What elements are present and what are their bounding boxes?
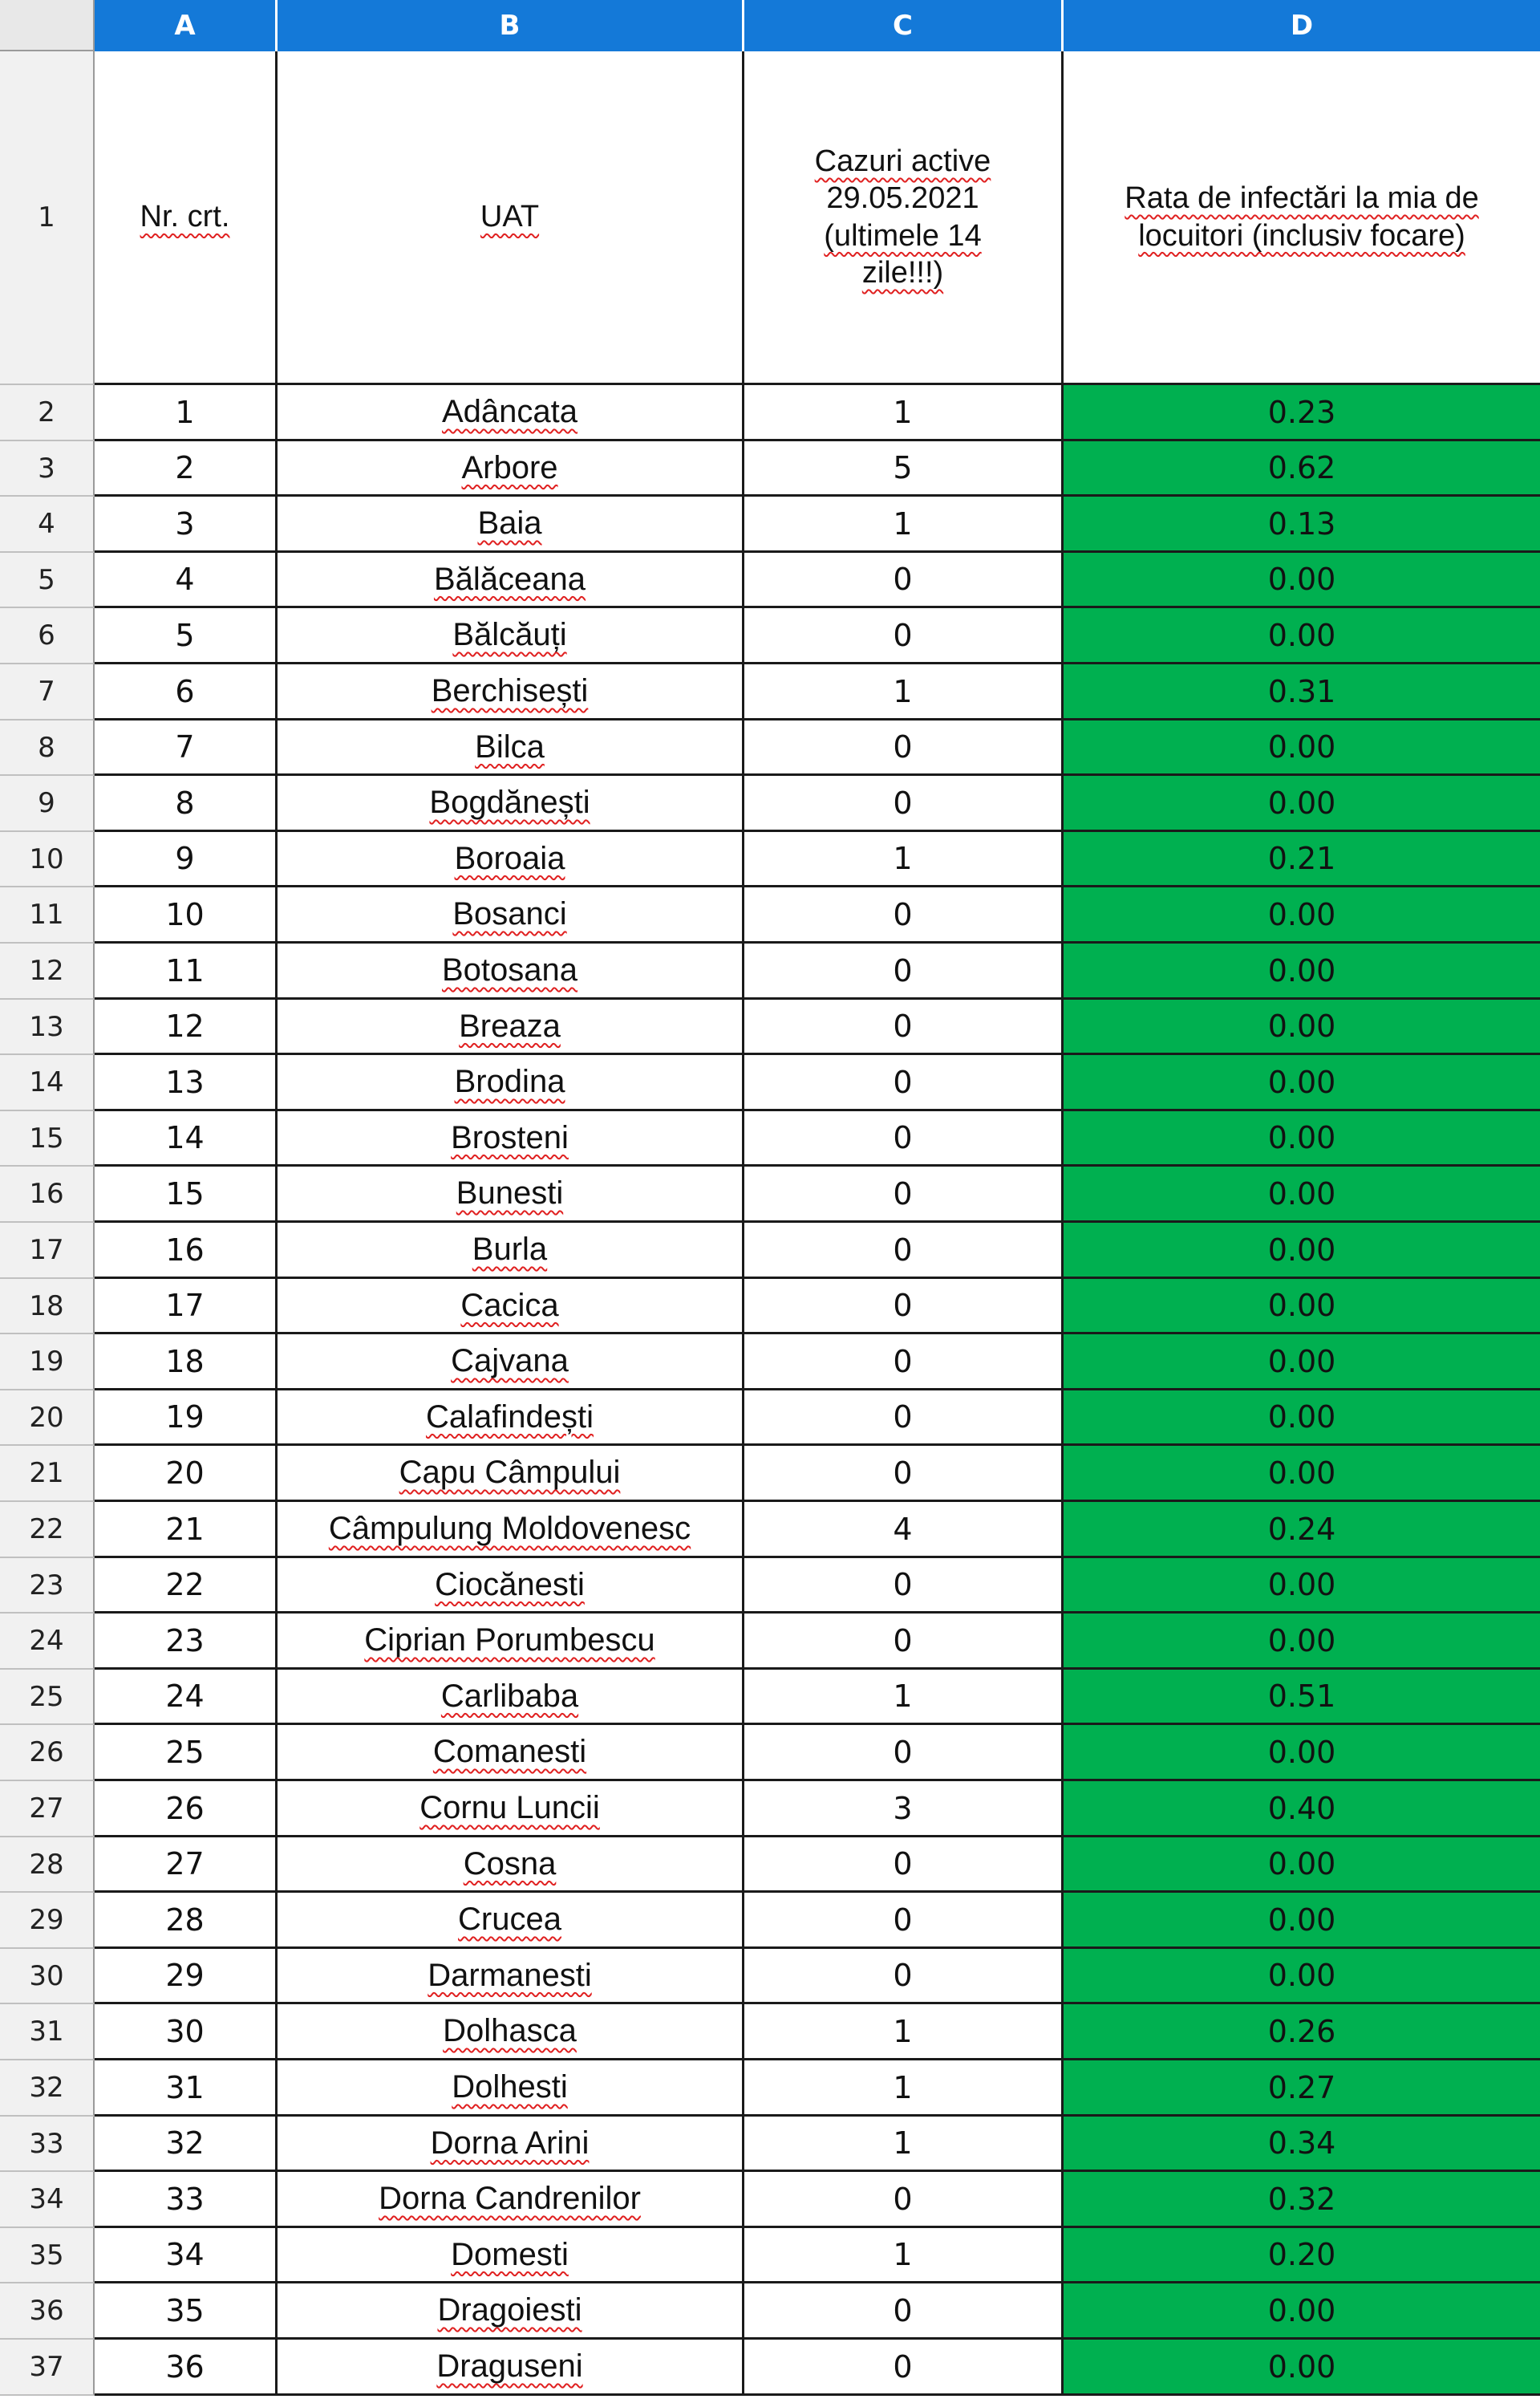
cell-uat[interactable] — [278, 1670, 744, 1725]
cell-cases[interactable]: 0 — [744, 1000, 1064, 1055]
cell-uat[interactable] — [278, 2117, 744, 2172]
row-header[interactable]: 3 — [0, 441, 95, 497]
cell-uat-text: Bălăceana — [433, 561, 586, 597]
cell-uat[interactable] — [278, 1000, 744, 1055]
cell-uat-text: Ciprian Porumbescu — [364, 1622, 655, 1658]
header-cell-cases[interactable] — [744, 51, 1064, 385]
row-header[interactable]: 26 — [0, 1725, 95, 1781]
row-header[interactable]: 18 — [0, 1279, 95, 1334]
cell-rate[interactable]: 0.00 — [1064, 1837, 1540, 1893]
row-header[interactable]: 34 — [0, 2172, 95, 2228]
header-uat-label: UAT — [480, 200, 540, 234]
row-header[interactable]: 28 — [0, 1837, 95, 1893]
cell-nr[interactable]: 33 — [95, 2172, 278, 2228]
header-rate-line: Rata de infectări la mia de — [1125, 181, 1479, 216]
cell-nr[interactable]: 4 — [95, 553, 278, 608]
cell-uat[interactable] — [278, 608, 744, 664]
cell-rate[interactable]: 0.40 — [1064, 1781, 1540, 1837]
row-header[interactable]: 9 — [0, 776, 95, 832]
cell-uat[interactable] — [278, 1446, 744, 1502]
cell-uat-text: Capu Câmpului — [399, 1455, 621, 1490]
cell-rate[interactable]: 0.00 — [1064, 1558, 1540, 1614]
cell-nr[interactable]: 6 — [95, 664, 278, 721]
cell-uat[interactable] — [278, 1279, 744, 1334]
cell-rate[interactable]: 0.00 — [1064, 1167, 1540, 1223]
cell-rate[interactable]: 0.00 — [1064, 1893, 1540, 1949]
cell-rate[interactable]: 0.00 — [1064, 776, 1540, 832]
cell-uat-text: Cacica — [460, 1287, 559, 1323]
cell-nr[interactable]: 26 — [95, 1781, 278, 1837]
cell-rate[interactable]: 0.51 — [1064, 1670, 1540, 1725]
cell-nr[interactable]: 15 — [95, 1167, 278, 1223]
cell-uat[interactable] — [278, 887, 744, 944]
cell-uat-text: Darmanesti — [428, 1957, 592, 1993]
row-header[interactable]: 21 — [0, 1446, 95, 1502]
cell-uat-text: Dolhasca — [443, 2013, 577, 2048]
cell-rate[interactable]: 0.00 — [1064, 1725, 1540, 1781]
cell-uat-text: Dorna Arini — [430, 2125, 590, 2161]
cell-nr[interactable]: 14 — [95, 1111, 278, 1167]
cell-rate[interactable]: 0.00 — [1064, 608, 1540, 664]
cell-cases[interactable]: 0 — [744, 721, 1064, 776]
cell-uat[interactable] — [278, 1334, 744, 1390]
cell-cases[interactable]: 1 — [744, 1670, 1064, 1725]
header-cases-line: Cazuri active — [814, 144, 991, 178]
row-header[interactable]: 17 — [0, 1223, 95, 1279]
cell-uat-text: Arbore — [461, 449, 558, 485]
cell-cases[interactable]: 0 — [744, 1558, 1064, 1614]
cell-cases[interactable]: 0 — [744, 1279, 1064, 1334]
cell-nr[interactable]: 17 — [95, 1279, 278, 1334]
cell-cases[interactable]: 0 — [744, 1949, 1064, 2004]
cell-cases[interactable]: 4 — [744, 1502, 1064, 1558]
cell-uat[interactable] — [278, 1223, 744, 1279]
cell-uat-text: Brodina — [454, 1064, 565, 1099]
cell-cases[interactable]: 0 — [744, 2172, 1064, 2228]
row-header[interactable]: 22 — [0, 1502, 95, 1558]
row-header[interactable]: 8 — [0, 721, 95, 776]
row-header[interactable]: 25 — [0, 1670, 95, 1725]
cell-rate[interactable]: 0.00 — [1064, 944, 1540, 1000]
cell-cases[interactable]: 0 — [744, 1893, 1064, 1949]
row-header[interactable]: 32 — [0, 2060, 95, 2117]
cell-uat-text: Botosana — [441, 952, 578, 988]
cell-rate[interactable]: 0.00 — [1064, 1055, 1540, 1111]
cell-uat-text: Bosanci — [452, 896, 567, 932]
cell-uat[interactable] — [278, 2004, 744, 2060]
cell-cases[interactable]: 0 — [744, 1837, 1064, 1893]
header-cases-line: (ultimele 14 — [824, 218, 982, 253]
cell-nr[interactable]: 8 — [95, 776, 278, 832]
cell-rate[interactable]: 0.00 — [1064, 1390, 1540, 1446]
cell-cases[interactable]: 0 — [744, 1055, 1064, 1111]
cell-uat[interactable] — [278, 1111, 744, 1167]
cell-uat[interactable] — [278, 1725, 744, 1781]
cell-rate[interactable]: 0.00 — [1064, 1614, 1540, 1670]
cell-nr[interactable]: 35 — [95, 2283, 278, 2340]
cell-nr[interactable]: 20 — [95, 1446, 278, 1502]
cell-cases[interactable]: 1 — [744, 385, 1064, 441]
cell-uat-text: Berchisești — [431, 673, 589, 708]
cell-cases[interactable]: 0 — [744, 1167, 1064, 1223]
cell-uat-text: Cornu Luncii — [419, 1790, 600, 1825]
cell-uat-text: Carlibaba — [440, 1678, 579, 1714]
cell-uat-text: Breaza — [459, 1008, 561, 1044]
row-header[interactable]: 12 — [0, 944, 95, 1000]
cell-rate[interactable]: 0.00 — [1064, 1446, 1540, 1502]
cell-uat[interactable] — [278, 1167, 744, 1223]
cell-rate[interactable]: 0.00 — [1064, 553, 1540, 608]
cell-rate[interactable]: 0.00 — [1064, 887, 1540, 944]
row-header[interactable]: 5 — [0, 553, 95, 608]
header-cell-nr[interactable] — [95, 51, 278, 385]
cell-nr[interactable]: 19 — [95, 1390, 278, 1446]
cell-cases[interactable]: 0 — [744, 1446, 1064, 1502]
cell-rate[interactable]: 0.00 — [1064, 1000, 1540, 1055]
cell-rate[interactable]: 0.27 — [1064, 2060, 1540, 2117]
row-header[interactable]: 19 — [0, 1334, 95, 1390]
row-header[interactable]: 4 — [0, 497, 95, 553]
cell-rate[interactable]: 0.62 — [1064, 441, 1540, 497]
cell-nr[interactable]: 31 — [95, 2060, 278, 2117]
cell-uat-text: Ciocănesti — [435, 1566, 585, 1602]
cell-cases[interactable]: 0 — [744, 2340, 1064, 2396]
cell-cases[interactable]: 0 — [744, 944, 1064, 1000]
cell-cases[interactable]: 0 — [744, 1334, 1064, 1390]
cell-uat[interactable] — [278, 832, 744, 887]
cell-cases[interactable]: 0 — [744, 1223, 1064, 1279]
row-header[interactable]: 7 — [0, 664, 95, 721]
column-header-c[interactable]: C — [744, 0, 1064, 51]
row-header[interactable]: 23 — [0, 1558, 95, 1614]
cell-rate[interactable]: 0.00 — [1064, 1111, 1540, 1167]
cell-nr[interactable]: 11 — [95, 944, 278, 1000]
cell-cases[interactable]: 0 — [744, 1390, 1064, 1446]
header-cell-rate[interactable] — [1064, 51, 1540, 385]
cell-uat[interactable] — [278, 1502, 744, 1558]
row-header[interactable]: 36 — [0, 2283, 95, 2340]
cell-rate[interactable]: 0.00 — [1064, 1949, 1540, 2004]
cell-rate[interactable]: 0.00 — [1064, 1334, 1540, 1390]
cell-uat-text: Dragoiesti — [437, 2292, 582, 2328]
cell-cases[interactable]: 0 — [744, 2283, 1064, 2340]
cell-nr[interactable]: 27 — [95, 1837, 278, 1893]
cell-uat-text: Boroaia — [454, 840, 565, 876]
cell-nr[interactable]: 23 — [95, 1614, 278, 1670]
cell-uat-text: Comanesti — [432, 1734, 587, 1769]
cell-uat-text: Dolhesti — [452, 2069, 568, 2105]
cell-nr[interactable]: 22 — [95, 1558, 278, 1614]
cell-cases[interactable]: 1 — [744, 2117, 1064, 2172]
row-header[interactable]: 6 — [0, 608, 95, 664]
cell-uat-text: Câmpulung Moldovenesc — [328, 1511, 691, 1546]
cell-cases[interactable]: 0 — [744, 776, 1064, 832]
cell-uat[interactable] — [278, 2340, 744, 2396]
cell-uat[interactable] — [278, 944, 744, 1000]
cell-uat-text: Calafindești — [425, 1398, 594, 1435]
header-cell-uat[interactable] — [278, 51, 744, 385]
row-header[interactable]: 15 — [0, 1111, 95, 1167]
cell-cases[interactable]: 1 — [744, 2060, 1064, 2117]
cell-rate[interactable]: 0.31 — [1064, 664, 1540, 721]
cell-uat-text: Crucea — [458, 1902, 561, 1937]
cell-uat-text: Cajvana — [451, 1343, 569, 1378]
cell-nr[interactable]: 1 — [95, 385, 278, 441]
cell-nr[interactable]: 5 — [95, 608, 278, 664]
cell-rate[interactable]: 0.20 — [1064, 2228, 1540, 2283]
cell-rate[interactable]: 0.00 — [1064, 721, 1540, 776]
cell-nr[interactable]: 24 — [95, 1670, 278, 1725]
column-header-d[interactable]: D — [1064, 0, 1540, 51]
row-header[interactable]: 24 — [0, 1614, 95, 1670]
cell-uat-text: Draguseni — [436, 2348, 583, 2384]
cell-uat[interactable] — [278, 1390, 744, 1446]
header-rate-line: locuitori (inclusiv focare) — [1138, 218, 1465, 253]
cell-uat[interactable] — [278, 441, 744, 497]
cell-uat[interactable] — [278, 1558, 744, 1614]
cell-uat-text: Dorna Candrenilor — [379, 2181, 641, 2216]
cell-cases[interactable]: 0 — [744, 608, 1064, 664]
header-nr-label: Nr. crt. — [140, 200, 230, 234]
row-header[interactable]: 37 — [0, 2340, 95, 2396]
cell-uat[interactable] — [278, 776, 744, 832]
cell-rate[interactable]: 0.13 — [1064, 497, 1540, 553]
cell-uat-text: Burla — [472, 1232, 548, 1267]
header-cases-line: 29.05.2021 — [826, 181, 979, 216]
cell-cases[interactable]: 0 — [744, 1614, 1064, 1670]
cell-cases[interactable]: 1 — [744, 664, 1064, 721]
cell-nr[interactable]: 25 — [95, 1725, 278, 1781]
row-header[interactable]: 29 — [0, 1893, 95, 1949]
cell-rate[interactable]: 0.00 — [1064, 2283, 1540, 2340]
cell-cases[interactable]: 1 — [744, 832, 1064, 887]
row-header[interactable]: 30 — [0, 1949, 95, 2004]
cell-nr[interactable]: 7 — [95, 721, 278, 776]
cell-nr[interactable]: 16 — [95, 1223, 278, 1279]
cell-cases[interactable]: 3 — [744, 1781, 1064, 1837]
row-header[interactable]: 35 — [0, 2228, 95, 2283]
cell-uat[interactable] — [278, 385, 744, 441]
cell-uat[interactable] — [278, 721, 744, 776]
header-cases-line: zile!!!) — [861, 255, 944, 290]
cell-cases[interactable]: 0 — [744, 1111, 1064, 1167]
cell-uat[interactable] — [278, 2172, 744, 2228]
row-header[interactable]: 1 — [0, 51, 95, 385]
cell-uat[interactable] — [278, 1893, 744, 1949]
cell-nr[interactable]: 34 — [95, 2228, 278, 2283]
cell-rate[interactable]: 0.00 — [1064, 2340, 1540, 2396]
cell-nr[interactable]: 29 — [95, 1949, 278, 2004]
cell-uat-text: Domesti — [451, 2236, 569, 2272]
cell-nr[interactable]: 28 — [95, 1893, 278, 1949]
select-all-corner[interactable] — [0, 0, 95, 51]
cell-nr[interactable]: 10 — [95, 887, 278, 944]
cell-cases[interactable]: 1 — [744, 2004, 1064, 2060]
cell-nr[interactable]: 3 — [95, 497, 278, 553]
cell-uat[interactable] — [278, 2283, 744, 2340]
cell-uat[interactable] — [278, 1055, 744, 1111]
cell-uat[interactable] — [278, 1781, 744, 1837]
cell-uat[interactable] — [278, 497, 744, 553]
row-header[interactable]: 27 — [0, 1781, 95, 1837]
cell-uat-text: Cosna — [463, 1845, 557, 1881]
cell-rate[interactable]: 0.00 — [1064, 1223, 1540, 1279]
cell-uat-text: Bălcăuți — [452, 617, 567, 652]
row-header[interactable]: 14 — [0, 1055, 95, 1111]
column-header-a[interactable]: A — [95, 0, 278, 51]
cell-nr[interactable]: 30 — [95, 2004, 278, 2060]
cell-nr[interactable]: 36 — [95, 2340, 278, 2396]
cell-uat[interactable] — [278, 664, 744, 721]
cell-cases[interactable]: 5 — [744, 441, 1064, 497]
cell-nr[interactable]: 13 — [95, 1055, 278, 1111]
cell-nr[interactable]: 9 — [95, 832, 278, 887]
cell-cases[interactable]: 1 — [744, 2228, 1064, 2283]
cell-cases[interactable]: 1 — [744, 497, 1064, 553]
row-header[interactable]: 13 — [0, 1000, 95, 1055]
cell-cases[interactable]: 0 — [744, 553, 1064, 608]
cell-nr[interactable]: 32 — [95, 2117, 278, 2172]
cell-uat-text: Adâncata — [441, 394, 578, 429]
cell-rate[interactable]: 0.32 — [1064, 2172, 1540, 2228]
cell-rate[interactable]: 0.00 — [1064, 1279, 1540, 1334]
cell-rate[interactable]: 0.34 — [1064, 2117, 1540, 2172]
cell-rate[interactable]: 0.26 — [1064, 2004, 1540, 2060]
cell-nr[interactable]: 2 — [95, 441, 278, 497]
row-header[interactable]: 33 — [0, 2117, 95, 2172]
cell-uat-text: Bunesti — [456, 1175, 564, 1211]
cell-uat[interactable] — [278, 2060, 744, 2117]
cell-rate[interactable]: 0.23 — [1064, 385, 1540, 441]
cell-uat[interactable] — [278, 1614, 744, 1670]
cell-uat-text: Bogdănești — [429, 785, 590, 820]
cell-nr[interactable]: 21 — [95, 1502, 278, 1558]
cell-cases[interactable]: 0 — [744, 1725, 1064, 1781]
cell-uat-text: Bilca — [475, 729, 545, 765]
cell-nr[interactable]: 12 — [95, 1000, 278, 1055]
cell-uat[interactable] — [278, 1837, 744, 1893]
cell-uat[interactable] — [278, 2228, 744, 2283]
cell-rate[interactable]: 0.24 — [1064, 1502, 1540, 1558]
cell-nr[interactable]: 18 — [95, 1334, 278, 1390]
cell-uat[interactable] — [278, 553, 744, 608]
row-header[interactable]: 20 — [0, 1390, 95, 1446]
cell-cases[interactable]: 0 — [744, 887, 1064, 944]
cell-uat-text: Baia — [477, 505, 542, 541]
row-header[interactable]: 2 — [0, 385, 95, 441]
row-header[interactable]: 16 — [0, 1167, 95, 1223]
column-header-b[interactable]: B — [278, 0, 744, 51]
row-header[interactable]: 31 — [0, 2004, 95, 2060]
row-header[interactable]: 10 — [0, 832, 95, 887]
cell-uat[interactable] — [278, 1949, 744, 2004]
row-header[interactable]: 11 — [0, 887, 95, 944]
cell-rate[interactable]: 0.21 — [1064, 832, 1540, 887]
cell-uat-text: Brosteni — [451, 1119, 569, 1155]
